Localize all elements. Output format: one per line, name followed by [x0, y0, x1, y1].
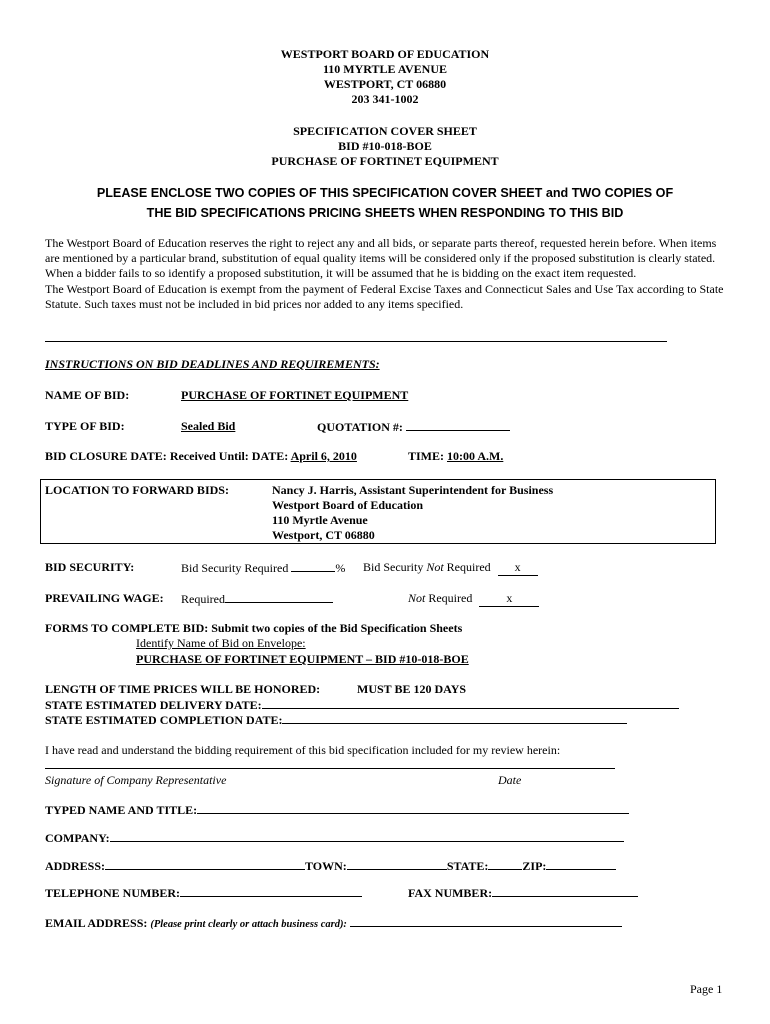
section-divider	[45, 341, 667, 342]
signature-date-label: Date	[498, 773, 522, 787]
signature-label: Signature of Company Representative	[45, 773, 227, 787]
bid-security-not-prefix: Bid Security	[363, 560, 424, 574]
prevailing-wage-label: PREVAILING WAGE:	[45, 591, 164, 605]
prevailing-wage-required-blank[interactable]	[225, 591, 333, 603]
bid-closure-label: BID CLOSURE DATE:	[45, 449, 167, 463]
quotation-field	[317, 419, 510, 435]
percent-sign: %	[335, 561, 346, 575]
bid-security-not-required	[363, 560, 538, 576]
bid-security-not-required-mark[interactable]: x	[498, 560, 538, 576]
received-until-label: Received Until:	[169, 449, 249, 463]
closure-date-value: April 6, 2010	[290, 449, 357, 463]
town-label: TOWN:	[305, 859, 347, 873]
document-title-block	[0, 124, 770, 169]
type-of-bid-value: Sealed Bid	[181, 419, 236, 433]
typed-name-label: TYPED NAME AND TITLE:	[45, 803, 198, 817]
fax-label: FAX NUMBER:	[408, 886, 493, 900]
address-row	[45, 858, 616, 874]
delivery-label: STATE ESTIMATED DELIVERY DATE:	[45, 698, 262, 712]
instructions-heading: INSTRUCTIONS ON BID DEADLINES AND REQUIREMENTS:	[45, 357, 380, 371]
bid-security-label: BID SECURITY:	[45, 560, 135, 574]
sheet-title: SPECIFICATION COVER SHEET	[293, 124, 477, 138]
address-label: ADDRESS:	[45, 859, 106, 873]
forms-text: Submit two copies of the Bid Specification Sheets	[211, 621, 463, 635]
email-blank[interactable]	[350, 915, 622, 927]
forms-row	[45, 621, 462, 636]
telephone-label: TELEPHONE NUMBER:	[45, 886, 181, 900]
acknowledgement-text: I have read and understand the bidding requirement of this bid specification included for my review herein:	[45, 743, 561, 757]
delivery-row	[45, 697, 679, 713]
fax-blank[interactable]	[492, 885, 638, 897]
org-street: 110 MYRTLE AVENUE	[322, 62, 448, 76]
prevailing-wage-required	[181, 591, 333, 607]
town-blank[interactable]	[347, 858, 447, 870]
location-line-1: Nancy J. Harris, Assistant Superintendent for Business	[272, 483, 554, 497]
zip-label: ZIP:	[522, 859, 547, 873]
prevailing-wage-not-suffix: Required	[428, 591, 473, 605]
purchase-title: PURCHASE OF FORTINET EQUIPMENT	[271, 154, 499, 168]
bid-security-not-suffix: Required	[446, 560, 491, 574]
name-of-bid-label: NAME OF BID:	[45, 388, 130, 402]
delivery-date-blank[interactable]	[262, 697, 679, 709]
zip-blank[interactable]	[546, 858, 616, 870]
notice-line-2: THE BID SPECIFICATIONS PRICING SHEETS WHEN RESPONDING TO THIS BID	[146, 206, 624, 220]
identify-envelope: Identify Name of Bid on Envelope:	[136, 636, 306, 650]
bid-closure-row	[45, 449, 357, 464]
closure-time	[408, 449, 503, 464]
bid-security-required	[181, 560, 345, 576]
telephone-row	[45, 885, 362, 901]
length-value: MUST BE 120 DAYS	[357, 682, 467, 696]
rights-paragraph: The Westport Board of Education reserves the right to reject any and all bids, or separate parts thereof, requested herein before. When items are mentioned by a particular brand, substitution of equal quality items will be considered only if the proposed substitution is clearly stated. When a bidder fails to so identify a proposed substitution, it will be assumed that he is bidding on the exact item requested.	[45, 236, 717, 281]
envelope-name: PURCHASE OF FORTINET EQUIPMENT – BID #10-018-BOE	[136, 652, 469, 666]
prevailing-wage-not-word: Not	[408, 591, 426, 605]
bid-security-not-word: Not	[426, 560, 444, 574]
company-label: COMPANY:	[45, 831, 110, 845]
bid-security-percent-blank[interactable]	[291, 560, 335, 572]
typed-name-blank[interactable]	[197, 802, 629, 814]
location-line-3: 110 Myrtle Avenue	[272, 513, 368, 527]
fax-row	[408, 885, 638, 901]
address-blank[interactable]	[105, 858, 305, 870]
org-city: WESTPORT, CT 06880	[323, 77, 447, 91]
email-label: EMAIL ADDRESS:	[45, 916, 148, 930]
page-number: Page 1	[690, 982, 723, 996]
terms-paragraph	[45, 236, 725, 312]
letterhead	[0, 47, 770, 107]
closure-time-value: 10:00 A.M.	[447, 449, 504, 463]
company-blank[interactable]	[110, 830, 624, 842]
quotation-blank[interactable]	[406, 419, 510, 431]
completion-row	[45, 712, 627, 728]
prevailing-wage-not-required-mark[interactable]: x	[479, 591, 539, 607]
quotation-label: QUOTATION #:	[317, 420, 403, 434]
company-row	[45, 830, 624, 846]
completion-label: STATE ESTIMATED COMPLETION DATE:	[45, 713, 283, 727]
enclosure-notice	[30, 183, 740, 223]
completion-date-blank[interactable]	[282, 712, 627, 724]
typed-name-row	[45, 802, 629, 818]
org-name: WESTPORT BOARD OF EDUCATION	[280, 47, 490, 61]
telephone-blank[interactable]	[180, 885, 362, 897]
length-label: LENGTH OF TIME PRICES WILL BE HONORED:	[45, 682, 321, 696]
email-note: (Please print clearly or attach business card):	[150, 919, 347, 930]
location-line-4: Westport, CT 06880	[272, 528, 375, 542]
bid-security-required-label: Bid Security Required	[181, 561, 289, 575]
type-of-bid-label: TYPE OF BID:	[45, 419, 125, 433]
name-of-bid-value: PURCHASE OF FORTINET EQUIPMENT	[181, 388, 409, 402]
location-address	[272, 483, 553, 543]
closure-date-label: DATE:	[251, 449, 289, 463]
tax-paragraph: The Westport Board of Education is exempt from the payment of Federal Excise Taxes and Connecticut Sales and Use Tax according to State Statute. Such taxes must not be included in bid prices nor added to any items specified.	[45, 281, 724, 311]
bid-number: BID #10-018-BOE	[338, 139, 432, 153]
prevailing-wage-not-required	[408, 591, 539, 607]
location-line-2: Westport Board of Education	[272, 498, 424, 512]
state-blank[interactable]	[488, 858, 522, 870]
state-label: STATE:	[446, 859, 489, 873]
forms-label: FORMS TO COMPLETE BID:	[45, 621, 209, 635]
prevailing-wage-required-label: Required	[181, 592, 225, 606]
closure-time-label: TIME:	[408, 449, 444, 463]
email-row	[45, 915, 622, 932]
notice-line-1: PLEASE ENCLOSE TWO COPIES OF THIS SPECIFICATION COVER SHEET and TWO COPIES OF	[96, 186, 674, 200]
org-phone: 203 341-1002	[351, 92, 419, 106]
signature-line[interactable]	[45, 756, 615, 769]
location-label: LOCATION TO FORWARD BIDS:	[45, 483, 229, 497]
